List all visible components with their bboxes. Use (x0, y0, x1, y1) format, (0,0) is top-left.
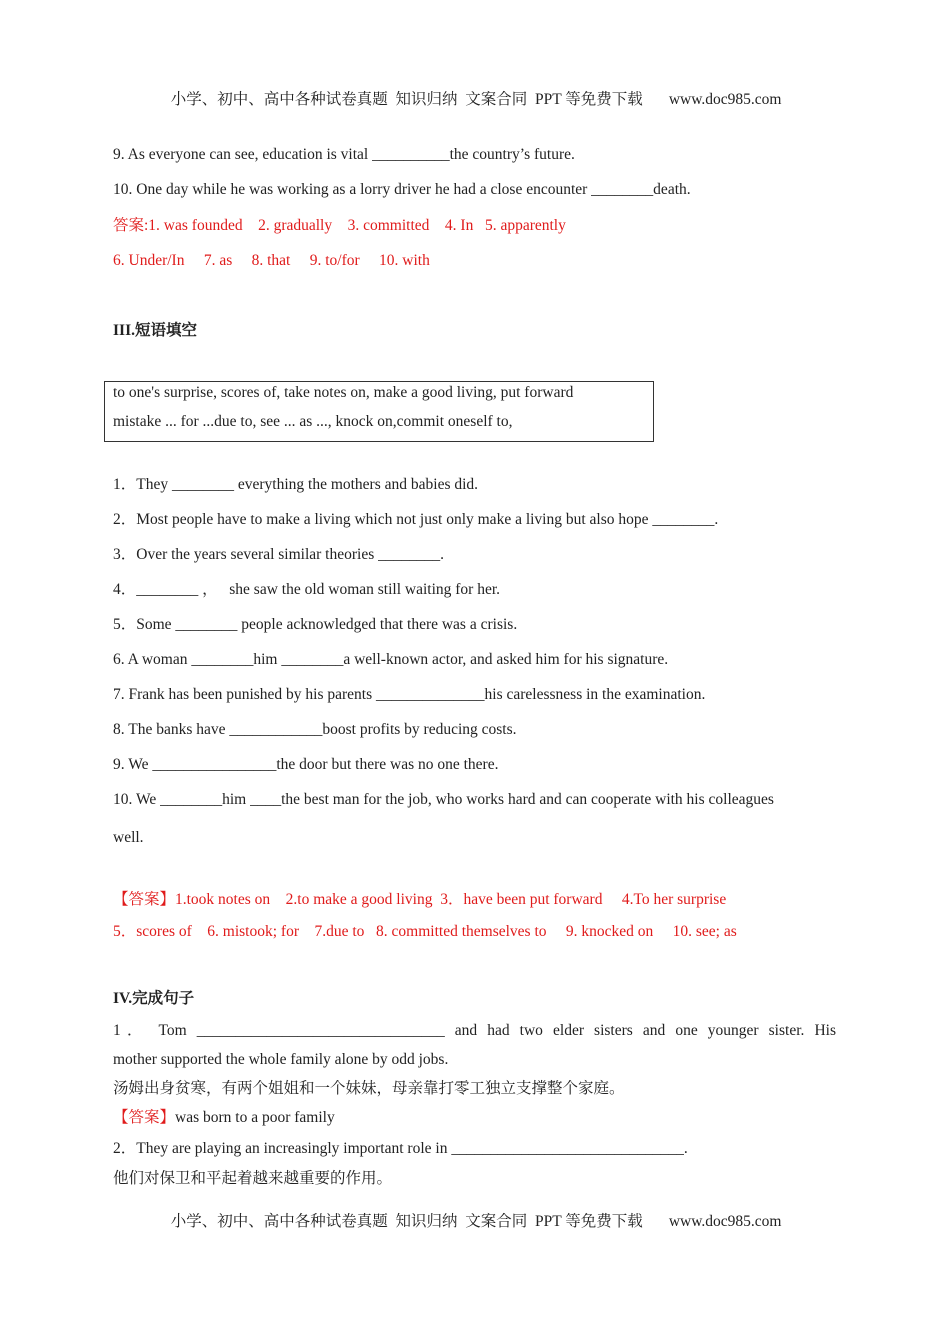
part4-q1-line1: 1． Tom ________________________________ and had two elder sisters and one younger sister. His (113, 1022, 836, 1039)
part2-answer-line2: 6. Under/In 7. as 8. that 9. to/for 10. with (113, 252, 430, 269)
part3-question: 4．________ ， she saw the old woman still waiting for her. (113, 581, 501, 598)
part3-question: 1．They ________ everything the mothers and babies did. (113, 476, 479, 493)
part3-question: 9. We ________________the door but there was no one there. (113, 756, 499, 773)
phrase-box (104, 381, 654, 442)
part4-q2-chinese: 他们对保卫和平起着越来越重要的作用。 (113, 1170, 393, 1187)
part3-question: 5．Some ________ people acknowledged that there was a crisis. (113, 616, 518, 633)
page-footer (163, 1191, 781, 1231)
phrase-box-line2: mistake ... for ...due to, see ... as ..., knock on,commit oneself to, (113, 413, 513, 430)
part3-question: 2．Most people have to make a living which not just only make a living but also hope ________. (113, 511, 719, 528)
header-text: 小学、初中、高中各种试卷真题 知识归纳 文案合同 PPT 等免费下载 (170, 91, 643, 108)
part3-question: 6. A woman ________him ________a well-known actor, and asked him for his signature. (113, 651, 669, 668)
footer-text: 小学、初中、高中各种试卷真题 知识归纳 文案合同 PPT 等免费下载 (170, 1213, 643, 1230)
part3-answer-line1: 【答案】1.took notes on 2.to make a good living 3．have been put forward 4.To her surprise (113, 891, 727, 908)
header-url[interactable]: www.doc985.com (668, 91, 782, 108)
answer-text: was born to a poor family (175, 1109, 335, 1126)
part3-question: 3．Over the years several similar theories ________. (113, 546, 445, 563)
part3-question: 10. We ________him ____the best man for the job, who works hard and can cooperate with his colleagues (113, 791, 774, 808)
part3-question: 7. Frank has been punished by his parents ______________his carelessness in the examination. (113, 686, 706, 703)
phrase-box-line1: to one's surprise, scores of, take notes on, make a good living, put forward (113, 384, 574, 401)
part3-question: well. (113, 829, 144, 846)
part4-q1-answer (113, 1108, 335, 1128)
footer-url[interactable]: www.doc985.com (668, 1213, 782, 1230)
part4-q1-chinese: 汤姆出身贫寒，有两个姐姐和一个妹妹，母亲靠打零工独立支撑整个家庭。 (113, 1080, 625, 1097)
part4-q1-line2: mother supported the whole family alone by odd jobs. (113, 1051, 449, 1068)
page-header (163, 69, 781, 109)
part4-title: IV.完成句子 (113, 990, 195, 1007)
part2-answer-line1: 答案:1. was founded 2. gradually 3. committed 4. In 5. apparently (113, 217, 566, 234)
part3-title: III.短语填空 (113, 322, 197, 339)
part2-q10: 10. One day while he was working as a lorry driver he had a close encounter ________death. (113, 181, 691, 198)
part4-q2-line1: 2．They are playing an increasingly important role in ______________________________. (113, 1140, 688, 1157)
answer-label: 【答案】 (113, 1109, 176, 1126)
part3-question: 8. The banks have ____________boost profits by reducing costs. (113, 721, 517, 738)
part2-q9: 9. As everyone can see, education is vital __________the country’s future. (113, 146, 575, 163)
part3-answer-line2: 5．scores of 6. mistook; for 7.due to 8. committed themselves to 9. knocked on 10. see; as (113, 923, 737, 940)
